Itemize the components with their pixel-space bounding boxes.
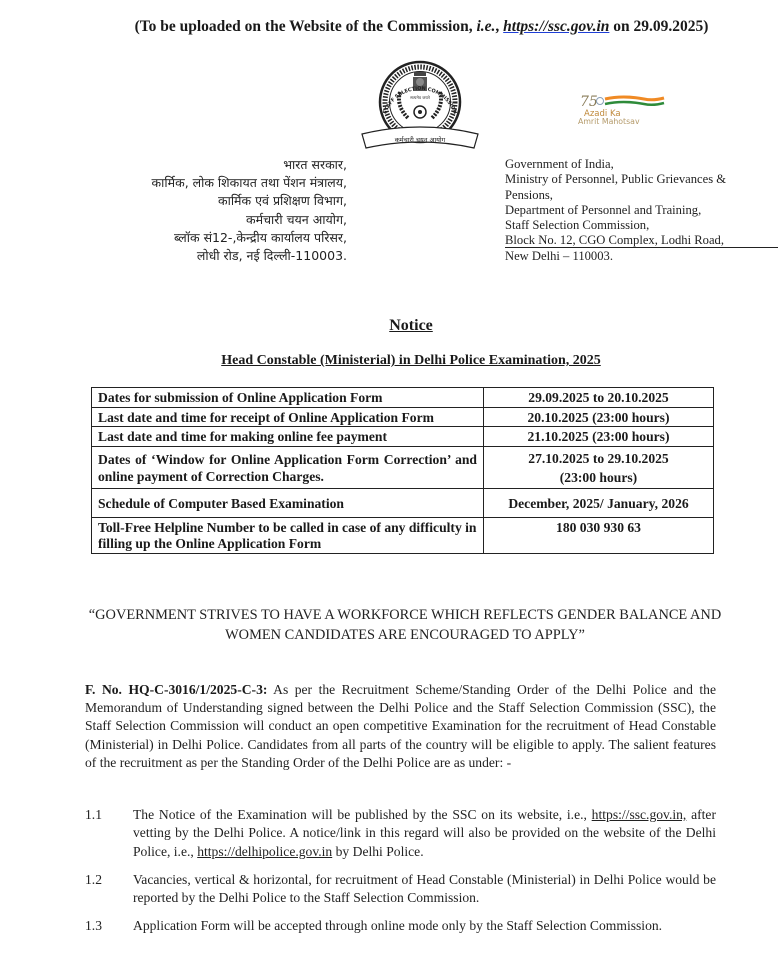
schedule-value: 180 030 930 63	[484, 518, 714, 554]
schedule-label: Last date and time for receipt of Online Application Form	[92, 407, 484, 427]
svg-text:Amrit Mahotsav: Amrit Mahotsav	[578, 117, 640, 126]
intro-paragraph	[85, 681, 716, 772]
delhi-police-website-link[interactable]: https://delhipolice.gov.in	[197, 843, 333, 859]
file-number: F. No. HQ-C-3016/1/2025-C-3:	[85, 682, 268, 697]
table-row	[92, 518, 714, 554]
intro-text: As per the Recruitment Scheme/Standing Order of the Delhi Police and the Memorandum of Understanding signed between the Delhi Police and the Staff Selection Commission (SSC), the Staff Selection Commission will conduct an open competitive Examination for the recruitment of Head Constable (Ministerial) in Delhi Police. Candidates from all parts of the country will be eligible to apply. The salient features of the recruitment as per the Standing Order of the Delhi Police are as under: -	[85, 682, 716, 770]
schedule-label: Toll-Free Helpline Number to be called in case of any difficulty in filling up the Online Application Form	[92, 518, 484, 554]
address-hindi-line: लोधी रोड, नई दिल्ली-110003.	[196, 248, 347, 264]
table-row	[92, 488, 714, 518]
upload-note-ie: i.e.	[476, 18, 496, 35]
address-hindi-line: ब्लॉक सं12-,केन्द्रीय कार्यालय परिसर,	[173, 229, 347, 245]
table-row	[92, 446, 714, 488]
item-text	[133, 806, 716, 861]
gender-balance-statement: “GOVERNMENT STRIVES TO HAVE A WORKFORCE WHICH REFLECTS GENDER BALANCE AND WOMEN CANDIDATES ARE ENCOURAGED TO APPLY”	[88, 607, 722, 643]
svg-text:75: 75	[580, 94, 598, 110]
table-row	[92, 388, 714, 408]
schedule-value-line: (23:00 hours)	[559, 469, 638, 485]
upload-note-suffix: on 29.09.2025)	[609, 18, 709, 35]
address-hindi-line: कार्मिक एवं प्रशिक्षण विभाग,	[217, 193, 347, 209]
notice-title: Notice	[389, 317, 433, 334]
svg-text:सत्यमेव जयते: सत्यमेव जयते	[410, 95, 430, 100]
list-item-1-2	[85, 871, 716, 908]
item-number: 1.1	[85, 807, 102, 822]
svg-text:STAFF SELECTION COMMISSION: STAFF SELECTION COMMISSION	[382, 85, 458, 115]
list-item-1-3	[85, 917, 716, 935]
address-english-line: Block No. 12, CGO Complex, Lodhi Road,	[505, 233, 724, 248]
address-hindi-line: भारत सरकार,	[283, 157, 347, 172]
address-english-line: New Delhi – 110003.	[505, 248, 613, 263]
upload-note	[60, 18, 783, 36]
item-text-part: after vetting by the Delhi Police. A notice/link in this regard will also be provided on the website of the Delhi Police, i.e.,	[133, 807, 716, 859]
item-text: Vacancies, vertical & horizontal, for recruitment of Head Constable (Ministerial) in Delhi Police would be reported by the Delhi Police to the Staff Selection Commission.	[133, 872, 716, 906]
address-hindi	[67, 156, 347, 265]
schedule-value: 21.10.2025 (23:00 hours)	[484, 427, 714, 447]
list-item-1-1	[85, 806, 716, 861]
ssc-website-link[interactable]: https://ssc.gov.in	[503, 18, 610, 35]
ssc-website-link[interactable]: https://ssc.gov.in,	[591, 807, 687, 822]
table-row	[92, 427, 714, 447]
ssc-emblem-logo-icon	[356, 58, 484, 154]
table-row	[92, 407, 714, 427]
address-english	[505, 157, 777, 264]
svg-text:कर्मचारी चयन आयोग: कर्मचारी चयन आयोग	[394, 136, 446, 144]
upload-note-comma: ,	[495, 18, 504, 35]
item-text: Application Form will be accepted through online mode only by the Staff Selection Commission.	[133, 918, 663, 933]
item-text-part: by Delhi Police.	[332, 843, 424, 859]
schedule-value-line: 27.10.2025 to 29.10.2025	[528, 450, 669, 466]
item-text-part: The Notice of the Examination will be published by the SSC on its website, i.e.,	[133, 807, 592, 822]
address-english-line: Pensions,	[505, 187, 553, 202]
schedule-value: 20.10.2025 (23:00 hours)	[484, 407, 714, 427]
address-english-line: Staff Selection Commission,	[505, 218, 650, 233]
schedule-label: Dates for submission of Online Application Form	[92, 388, 484, 408]
schedule-label: Schedule of Computer Based Examination	[92, 488, 484, 518]
schedule-value: December, 2025/ January, 2026	[484, 488, 714, 518]
upload-note-prefix: (To be uploaded on the Website of the Commission,	[134, 18, 477, 35]
schedule-table	[91, 387, 714, 554]
notice-subtitle: Head Constable (Ministerial) in Delhi Police Examination, 2025	[221, 353, 601, 368]
azadi-ka-amrit-mahotsav-logo-icon	[578, 93, 668, 127]
schedule-value	[484, 446, 714, 488]
schedule-label: Last date and time for making online fee payment	[92, 427, 484, 447]
schedule-value: 29.09.2025 to 20.10.2025	[484, 388, 714, 408]
svg-text:Azadi Ka: Azadi Ka	[584, 109, 621, 119]
address-english-line: Ministry of Personnel, Public Grievances &	[505, 172, 727, 187]
address-hindi-line: कर्मचारी चयन आयोग,	[246, 211, 347, 227]
schedule-label: Dates of ‘Window for Online Application Form Correction’ and online payment of Correction Charges.	[92, 446, 484, 488]
item-number: 1.2	[85, 872, 102, 887]
item-number: 1.3	[85, 918, 102, 933]
address-english-line: Government of India,	[505, 157, 614, 171]
address-divider	[505, 247, 778, 248]
address-english-line: Department of Personnel and Training,	[505, 202, 702, 217]
address-hindi-line: कार्मिक, लोक शिकायत तथा पेंशन मंत्रालय,	[151, 175, 347, 191]
